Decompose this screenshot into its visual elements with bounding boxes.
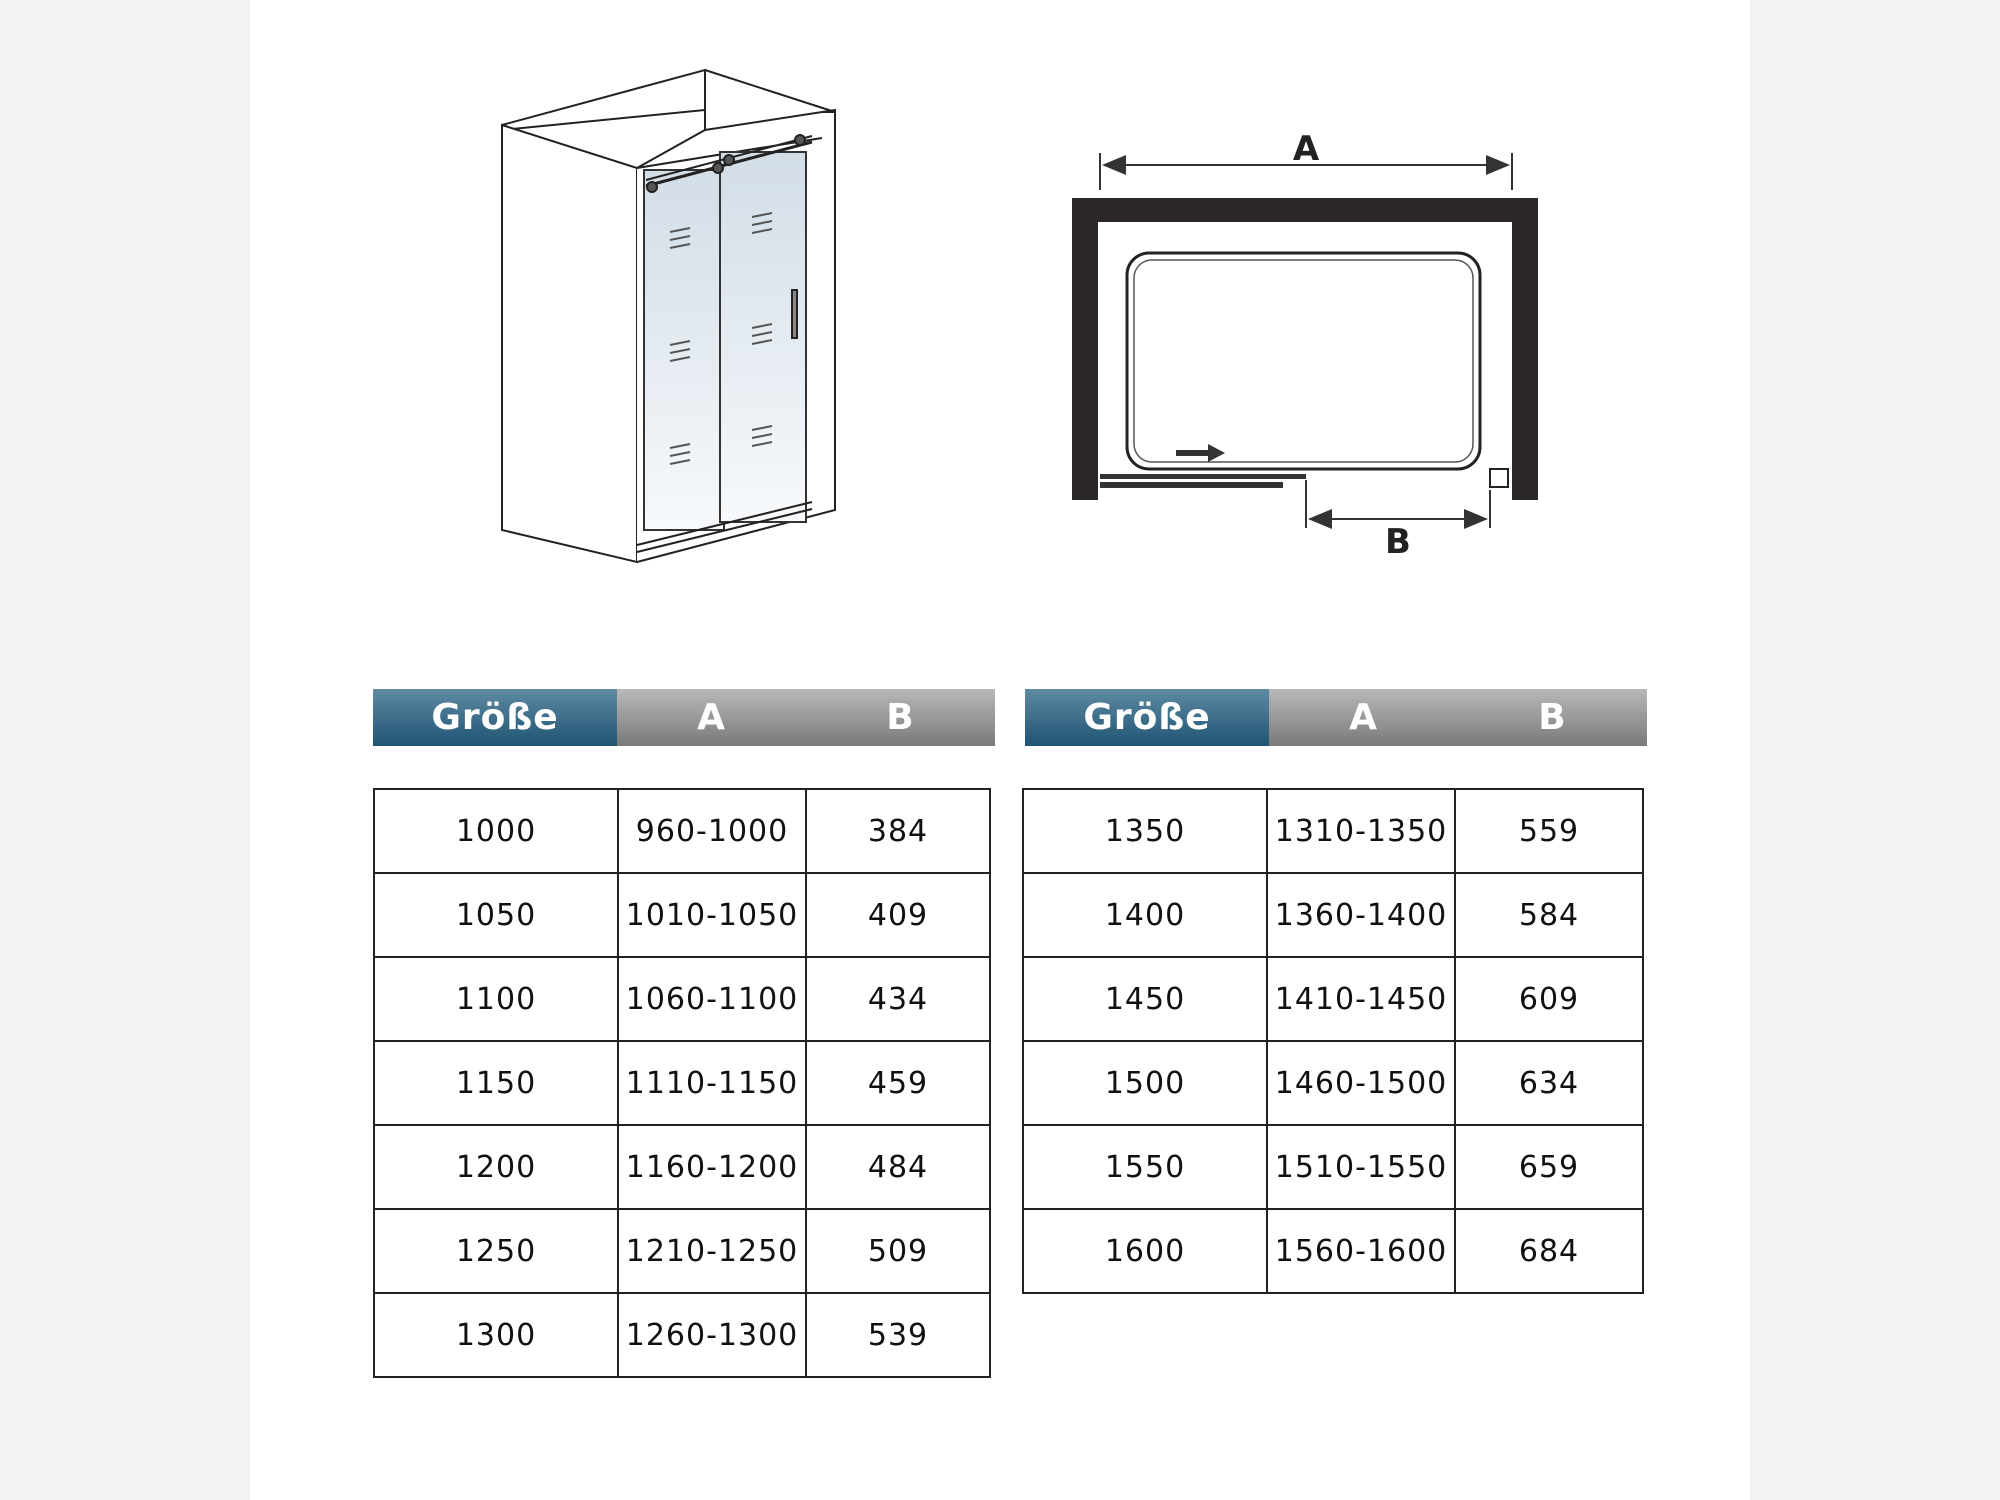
range-a-cell: 1010-1050 [618, 873, 806, 957]
range-a-cell: 1560-1600 [1267, 1209, 1455, 1293]
size-table-2 [1022, 788, 1644, 1294]
dimension-a-label: A [1292, 129, 1320, 169]
size-cell: 1000 [374, 789, 618, 873]
value-b-cell: 434 [806, 957, 990, 1041]
value-b-cell: 509 [806, 1209, 990, 1293]
size-cell: 1150 [374, 1041, 618, 1125]
range-a-cell: 1260-1300 [618, 1293, 806, 1377]
table-row [374, 1125, 990, 1209]
header-a: A [697, 697, 726, 738]
size-cell: 1500 [1023, 1041, 1267, 1125]
table-2-header [1025, 689, 1647, 746]
value-b-cell: 459 [806, 1041, 990, 1125]
header-size: Größe [373, 689, 617, 746]
range-a-cell: 1460-1500 [1267, 1041, 1455, 1125]
header-b: B [886, 697, 915, 738]
table-row [1023, 789, 1643, 873]
range-a-cell: 1410-1450 [1267, 957, 1455, 1041]
range-a-cell: 1060-1100 [618, 957, 806, 1041]
table-row [374, 789, 990, 873]
range-a-cell: 1510-1550 [1267, 1125, 1455, 1209]
header-a: A [1349, 697, 1378, 738]
value-b-cell: 609 [1455, 957, 1643, 1041]
table-row [374, 957, 990, 1041]
value-b-cell: 584 [1455, 873, 1643, 957]
table-row [374, 1041, 990, 1125]
value-b-cell: 684 [1455, 1209, 1643, 1293]
shower-enclosure-3d-view [502, 70, 835, 562]
shower-top-view [1072, 129, 1538, 562]
size-cell: 1550 [1023, 1125, 1267, 1209]
size-cell: 1600 [1023, 1209, 1267, 1293]
table-row [1023, 957, 1643, 1041]
value-b-cell: 634 [1455, 1041, 1643, 1125]
header-size: Größe [1025, 689, 1269, 746]
range-a-cell: 1210-1250 [618, 1209, 806, 1293]
size-cell: 1400 [1023, 873, 1267, 957]
table-row [1023, 1125, 1643, 1209]
range-a-cell: 1310-1350 [1267, 789, 1455, 873]
size-table-1 [373, 788, 991, 1378]
table-row [1023, 1209, 1643, 1293]
dimension-b-label: B [1385, 522, 1411, 562]
size-cell: 1250 [374, 1209, 618, 1293]
range-a-cell: 1360-1400 [1267, 873, 1455, 957]
range-a-cell: 1160-1200 [618, 1125, 806, 1209]
table-row [374, 1209, 990, 1293]
size-cell: 1300 [374, 1293, 618, 1377]
range-a-cell: 960-1000 [618, 789, 806, 873]
table-row [374, 1293, 990, 1377]
value-b-cell: 484 [806, 1125, 990, 1209]
table-row [374, 873, 990, 957]
size-cell: 1350 [1023, 789, 1267, 873]
value-b-cell: 409 [806, 873, 990, 957]
size-cell: 1050 [374, 873, 618, 957]
table-row [1023, 873, 1643, 957]
size-cell: 1450 [1023, 957, 1267, 1041]
value-b-cell: 384 [806, 789, 990, 873]
value-b-cell: 659 [1455, 1125, 1643, 1209]
size-cell: 1200 [374, 1125, 618, 1209]
value-b-cell: 539 [806, 1293, 990, 1377]
table-row [1023, 1041, 1643, 1125]
range-a-cell: 1110-1150 [618, 1041, 806, 1125]
size-cell: 1100 [374, 957, 618, 1041]
header-b: B [1538, 697, 1567, 738]
product-drawings [0, 0, 2000, 600]
value-b-cell: 559 [1455, 789, 1643, 873]
table-1-header [373, 689, 995, 746]
